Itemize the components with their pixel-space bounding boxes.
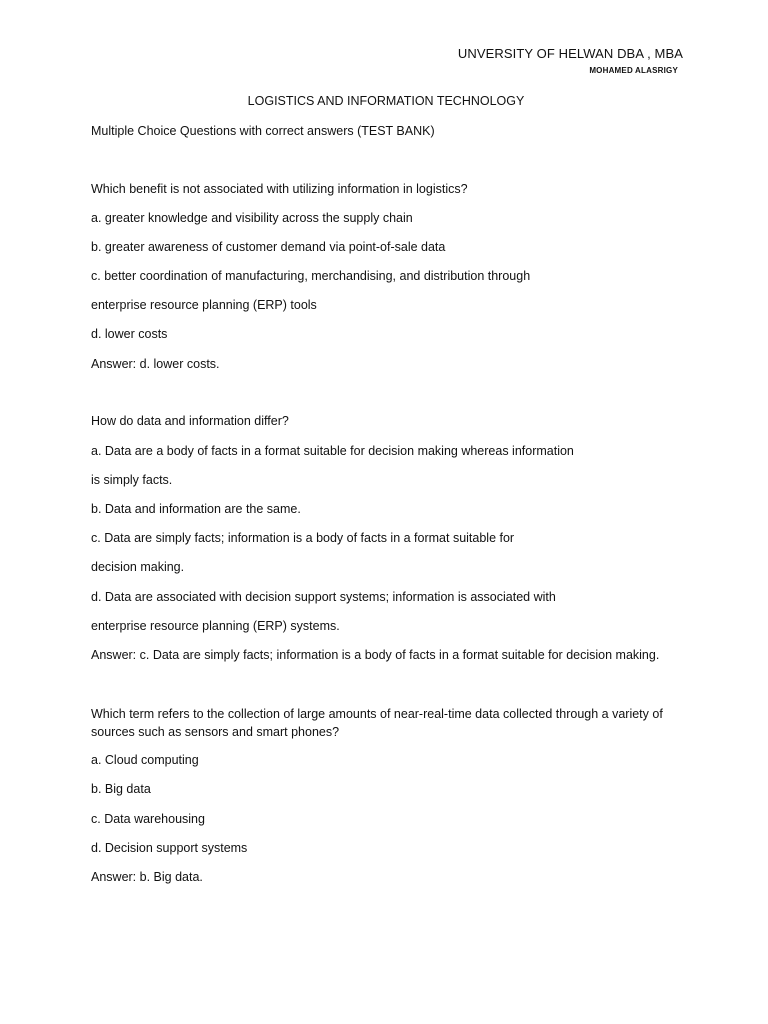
question-1-option-c-cont: enterprise resource planning (ERP) tools <box>91 298 317 312</box>
question-2-option-c: c. Data are simply facts; information is a body of facts in a format suitable for <box>91 531 515 545</box>
question-3-text: Which term refers to the collection of large amounts of near-real-time data collected through a variety of sources such as sensors and smart phones? <box>91 707 663 739</box>
question-3-answer: Answer: b. Big data. <box>91 870 203 884</box>
question-1-option-a: a. greater knowledge and visibility across the supply chain <box>91 211 413 225</box>
question-1-text: Which benefit is not associated with utilizing information in logistics? <box>91 182 468 196</box>
question-2-option-d: d. Data are associated with decision support systems; information is associated with <box>91 590 556 604</box>
question-3-option-a: a. Cloud computing <box>91 753 199 767</box>
question-3-option-d: d. Decision support systems <box>91 841 248 855</box>
question-1-option-c: c. better coordination of manufacturing, merchandising, and distribution through <box>91 269 531 283</box>
header-author: MOHAMED ALASRIGY <box>589 66 678 75</box>
document-subtitle: Multiple Choice Questions with correct answers (TEST BANK) <box>91 124 435 138</box>
question-2-option-b: b. Data and information are the same. <box>91 502 301 516</box>
document-title: LOGISTICS AND INFORMATION TECHNOLOGY <box>247 94 525 108</box>
question-1-answer: Answer: d. lower costs. <box>91 357 220 371</box>
question-2-option-a-cont: is simply facts. <box>91 473 173 487</box>
question-2-option-a: a. Data are a body of facts in a format suitable for decision making whereas information <box>91 444 574 458</box>
question-2-option-d-cont: enterprise resource planning (ERP) systems. <box>91 619 340 633</box>
question-1-option-d: d. lower costs <box>91 327 168 341</box>
question-1-option-b: b. greater awareness of customer demand via point-of-sale data <box>91 240 446 254</box>
header-university: UNVERSITY OF HELWAN DBA , MBA <box>457 46 683 61</box>
question-2-option-c-cont: decision making. <box>91 560 185 574</box>
question-3-option-b: b. Big data <box>91 782 151 796</box>
question-2-answer: Answer: c. Data are simply facts; information is a body of facts in a format suitable for decision making. <box>91 648 660 662</box>
question-3-option-c: c. Data warehousing <box>91 812 205 826</box>
question-2-text: How do data and information differ? <box>91 414 289 428</box>
